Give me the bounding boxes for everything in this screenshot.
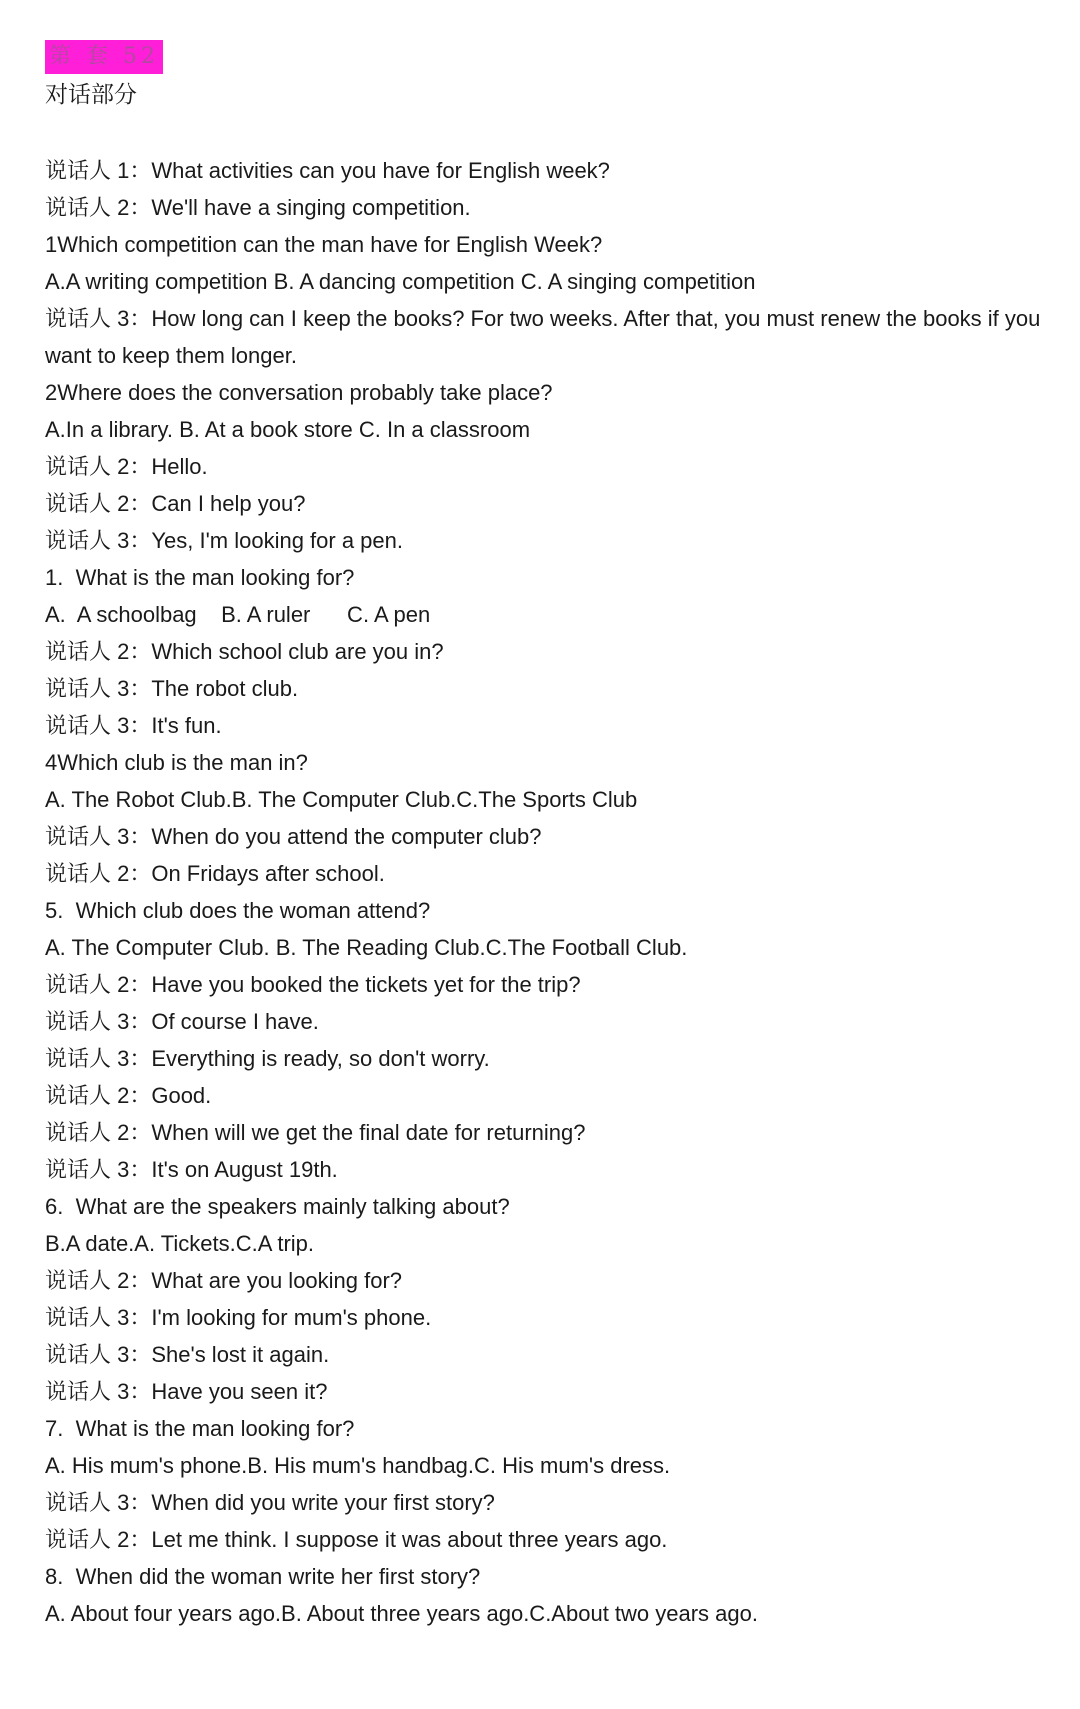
transcript-line: 说话人 2：Hello. bbox=[45, 454, 208, 479]
transcript-line: 说话人 2：On Fridays after school. bbox=[45, 861, 385, 886]
transcript-line: 说话人 2：When will we get the final date for returning? bbox=[45, 1120, 586, 1145]
transcript-line: A. The Computer Club. B. The Reading Club.C.The Football Club. bbox=[45, 935, 688, 960]
transcript-line: 说话人 3：The robot club. bbox=[45, 676, 299, 701]
transcript-line: A.A writing competition B. A dancing competition C. A singing competition bbox=[45, 269, 756, 294]
transcript-line: 8. When did the woman write her first story? bbox=[45, 1564, 481, 1589]
transcript-line: 说话人 3：Of course I have. bbox=[45, 1009, 319, 1034]
transcript-line: 说话人 3：Have you seen it? bbox=[45, 1379, 328, 1404]
transcript-line: 说话人 1：What activities can you have for English week? bbox=[45, 158, 610, 183]
transcript-line: 说话人 3：I'm looking for mum's phone. bbox=[45, 1305, 432, 1330]
transcript-line: 说话人 3：When did you write your first story? bbox=[45, 1490, 495, 1515]
transcript-line: B.A date.A. Tickets.C.A trip. bbox=[45, 1231, 315, 1256]
transcript-line: 说话人 3：It's on August 19th. bbox=[45, 1157, 338, 1182]
transcript-line: A. His mum's phone.B. His mum's handbag.C. His mum's dress. bbox=[45, 1453, 671, 1478]
transcript-line: A. The Robot Club.B. The Computer Club.C.The Sports Club bbox=[45, 787, 638, 812]
highlighted-set-tag: 第 套 52 bbox=[45, 40, 163, 74]
transcript-line: 说话人 3：Yes, I'm looking for a pen. bbox=[45, 528, 403, 553]
transcript-line: 说话人 2：Have you booked the tickets yet for the trip? bbox=[45, 972, 581, 997]
transcript-line: A.In a library. B. At a book store C. In a classroom bbox=[45, 417, 531, 442]
transcript-lines bbox=[45, 152, 1055, 1632]
document-page bbox=[45, 40, 1055, 1632]
transcript-line: A. About four years ago.B. About three years ago.C.About two years ago. bbox=[45, 1601, 758, 1626]
transcript-line: 说话人 2：Let me think. I suppose it was about three years ago. bbox=[45, 1527, 668, 1552]
transcript-line: 说话人 2：Good. bbox=[45, 1083, 212, 1108]
section-heading: 对话部分 bbox=[45, 82, 137, 108]
transcript-line: 5. Which club does the woman attend? bbox=[45, 898, 431, 923]
transcript-line: 7. What is the man looking for? bbox=[45, 1416, 355, 1441]
transcript-line: 说话人 3：She's lost it again. bbox=[45, 1342, 330, 1367]
transcript-line: 说话人 2：We'll have a singing competition. bbox=[45, 195, 471, 220]
transcript-line: A. A schoolbag B. A ruler C. A pen bbox=[45, 602, 431, 627]
transcript-line: 2Where does the conversation probably take place? bbox=[45, 380, 553, 405]
transcript-line: 说话人 2：Can I help you? bbox=[45, 491, 306, 516]
transcript-line: 说话人 3：When do you attend the computer club? bbox=[45, 824, 542, 849]
transcript-line: 1. What is the man looking for? bbox=[45, 565, 355, 590]
transcript-line: 说话人 3：How long can I keep the books? For two weeks. After that, you must renew the books if you want to keep them longer. bbox=[45, 306, 1047, 368]
transcript-line: 说话人 3：Everything is ready, so don't worry. bbox=[45, 1046, 490, 1071]
transcript-line: 说话人 2：Which school club are you in? bbox=[45, 639, 444, 664]
transcript-line: 6. What are the speakers mainly talking about? bbox=[45, 1194, 510, 1219]
transcript-line: 说话人 2：What are you looking for? bbox=[45, 1268, 403, 1293]
transcript-line: 4Which club is the man in? bbox=[45, 750, 308, 775]
transcript-line: 1Which competition can the man have for English Week? bbox=[45, 232, 603, 257]
transcript-line: 说话人 3：It's fun. bbox=[45, 713, 222, 738]
